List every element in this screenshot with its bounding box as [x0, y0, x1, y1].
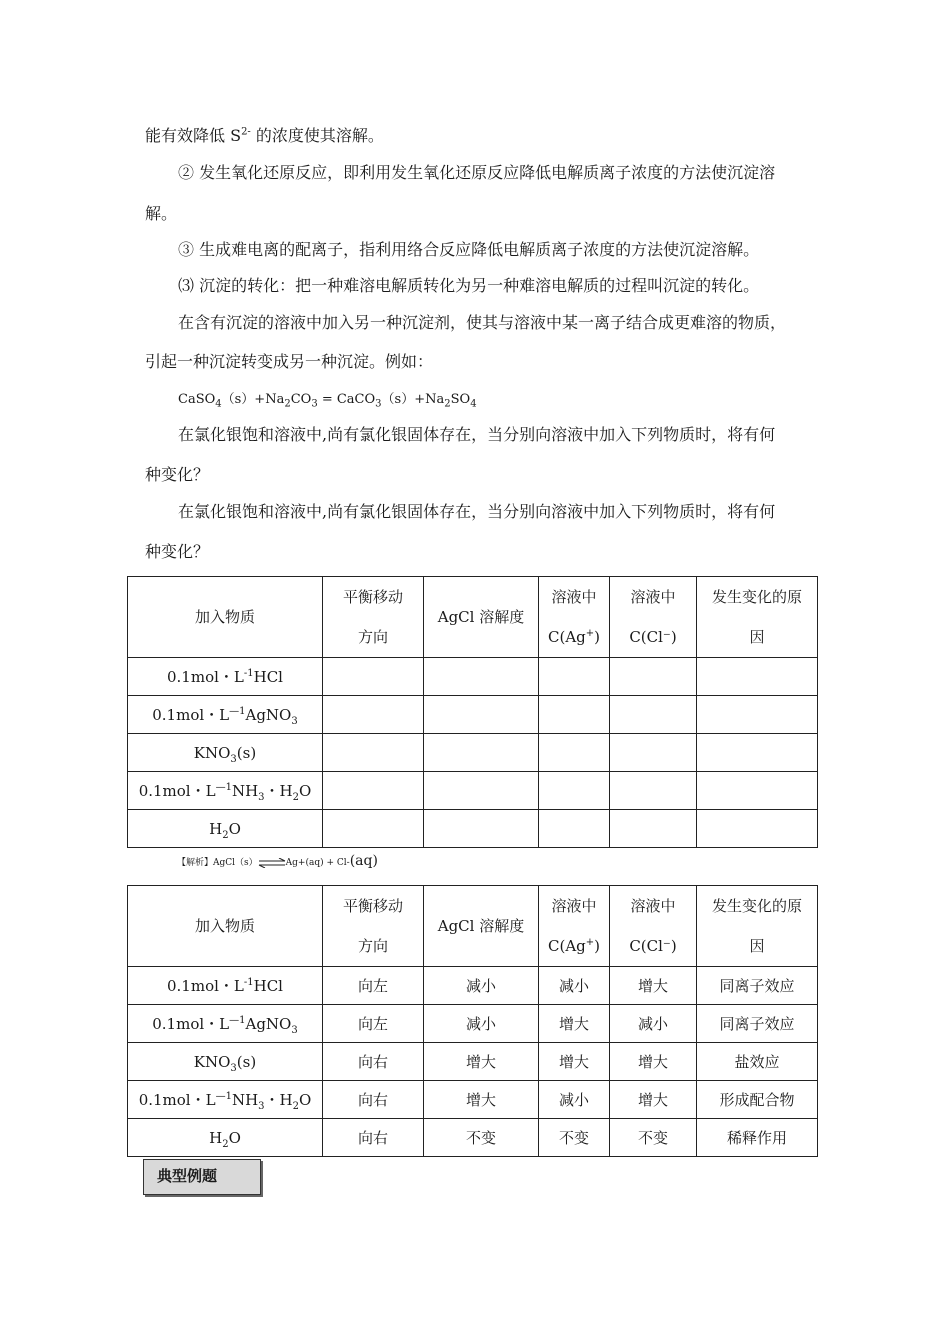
blank-question-table — [127, 576, 818, 848]
table-row — [128, 810, 818, 848]
blank-cell — [323, 734, 424, 772]
answer-cell: 向右 — [323, 1043, 424, 1081]
substance-hcl: 0.1mol・$L^{-1}HCl$ — [128, 967, 323, 1005]
table-row — [128, 1043, 818, 1081]
blank-cell — [539, 696, 610, 734]
paragraph-complex-ion: ③ 生成难电离的配离子，指利用络合反应降低电解质离子浓度的方法使沉淀溶解。 — [178, 240, 760, 259]
answer-cell: 减小 — [539, 1081, 610, 1119]
blank-cell — [539, 734, 610, 772]
blank-cell — [610, 772, 697, 810]
paragraph-s2-dissolve: 能有效降低 $S^{2-}$ 的浓度使其溶解。 — [145, 126, 384, 145]
answer-cell: 向左 — [323, 1005, 424, 1043]
table-row — [128, 1081, 818, 1119]
answer-cell: 向右 — [323, 1119, 424, 1157]
answer-cell: 同离子效应 — [697, 967, 818, 1005]
blank-cell — [610, 734, 697, 772]
substance-agno3: 0.1mol・$L^{—1}AgNO_3$ — [128, 1005, 323, 1043]
answer-cell: 增大 — [424, 1081, 539, 1119]
answer-cell: 减小 — [610, 1005, 697, 1043]
table-row — [128, 734, 818, 772]
equation-caso4-conversion: $CaSO_4(s)+Na_2CO_3$ = $CaCO_3(s)+Na_2SO_4$ — [178, 392, 477, 410]
header-substance: 加入物质 — [128, 577, 323, 658]
substance-hcl: 0.1mol・$L^{-1}HCl$ — [128, 658, 323, 696]
answer-cell: 向右 — [323, 1081, 424, 1119]
header-agcl-solubility: AgCl 溶解度 — [424, 886, 539, 967]
answer-cell: 增大 — [610, 1043, 697, 1081]
header-ag-concentration: 溶液中 C(Ag+) — [539, 886, 610, 967]
blank-cell — [424, 696, 539, 734]
header-cl-concentration: 溶液中 C(Cl⁻) — [610, 886, 697, 967]
substance-h2o: $H_2O$ — [128, 810, 323, 848]
answer-cell: 形成配合物 — [697, 1081, 818, 1119]
answer-cell: 增大 — [610, 1081, 697, 1119]
equilibrium-arrow-icon — [258, 858, 286, 868]
blank-cell — [424, 734, 539, 772]
table-row — [128, 658, 818, 696]
blank-cell — [610, 658, 697, 696]
answer-cell: 增大 — [424, 1043, 539, 1081]
paragraph-precipitate-conversion: ⑶ 沉淀的转化：把一种难溶电解质转化为另一种难溶电解质的过程叫沉淀的转化。 — [178, 276, 760, 295]
answer-cell: 不变 — [539, 1119, 610, 1157]
blank-cell — [697, 734, 818, 772]
question-1-line-b: 种变化？ — [145, 465, 210, 484]
answer-cell: 增大 — [539, 1043, 610, 1081]
answer-cell: 减小 — [424, 1005, 539, 1043]
header-equilibrium-shift: 平衡移动 方向 — [323, 886, 424, 967]
blank-cell — [323, 810, 424, 848]
paragraph-add-precipitant-b: 引起一种沉淀转变成另一种沉淀。例如： — [145, 352, 434, 371]
answer-cell: 同离子效应 — [697, 1005, 818, 1043]
table-row — [128, 1005, 818, 1043]
analysis-equilibrium-note: 【解析】AgCl（s） Ag+(aq) + Cl-(aq) — [177, 853, 378, 869]
header-reason: 发生变化的原 因 — [697, 577, 818, 658]
substance-nh3-h2o: 0.1mol・$L^{—1}NH_3$・$H_2O$ — [128, 1081, 323, 1119]
blank-cell — [323, 696, 424, 734]
blank-cell — [697, 810, 818, 848]
header-equilibrium-shift: 平衡移动 方向 — [323, 577, 424, 658]
answer-cell: 不变 — [424, 1119, 539, 1157]
answer-cell: 向左 — [323, 967, 424, 1005]
answer-cell: 减小 — [539, 967, 610, 1005]
blank-cell — [697, 696, 818, 734]
answer-table — [127, 885, 818, 1157]
blank-cell — [697, 658, 818, 696]
question-2-line-b: 种变化？ — [145, 542, 210, 561]
blank-cell — [697, 772, 818, 810]
paragraph-add-precipitant-a: 在含有沉淀的溶液中加入另一种沉淀剂，使其与溶液中某一离子结合成更难溶的物质， — [178, 313, 787, 332]
table-row — [128, 967, 818, 1005]
blank-cell — [323, 772, 424, 810]
blank-cell — [424, 810, 539, 848]
blank-cell — [610, 696, 697, 734]
header-ag-concentration: 溶液中 C(Ag+) — [539, 577, 610, 658]
question-2-line-a: 在氯化银饱和溶液中,尚有氯化银固体存在，当分别向溶液中加入下列物质时，将有何 — [178, 502, 776, 521]
table-row — [128, 696, 818, 734]
header-substance: 加入物质 — [128, 886, 323, 967]
substance-h2o: $H_2O$ — [128, 1119, 323, 1157]
blank-cell — [539, 810, 610, 848]
substance-kno3: $KNO_3(s)$ — [128, 1043, 323, 1081]
header-cl-concentration: 溶液中 C(Cl⁻) — [610, 577, 697, 658]
substance-kno3: $KNO_3(s)$ — [128, 734, 323, 772]
question-1-line-a: 在氯化银饱和溶液中,尚有氯化银固体存在，当分别向溶液中加入下列物质时，将有何 — [178, 425, 776, 444]
answer-cell: 稀释作用 — [697, 1119, 818, 1157]
answer-cell: 盐效应 — [697, 1043, 818, 1081]
substance-nh3-h2o: 0.1mol・$L^{—1}NH_3$・$H_2O$ — [128, 772, 323, 810]
substance-agno3: 0.1mol・$L^{—1}AgNO_3$ — [128, 696, 323, 734]
blank-cell — [424, 658, 539, 696]
blank-cell — [610, 810, 697, 848]
answer-cell: 减小 — [424, 967, 539, 1005]
table-row — [128, 1119, 818, 1157]
blank-cell — [539, 658, 610, 696]
table-row — [128, 772, 818, 810]
blank-cell — [539, 772, 610, 810]
answer-cell: 增大 — [610, 967, 697, 1005]
paragraph-redox-a: ② 发生氧化还原反应，即利用发生氧化还原反应降低电解质离子浓度的方法使沉淀溶 — [178, 163, 776, 182]
paragraph-redox-b: 解。 — [145, 204, 178, 223]
header-agcl-solubility: AgCl 溶解度 — [424, 577, 539, 658]
blank-cell — [424, 772, 539, 810]
header-reason: 发生变化的原 因 — [697, 886, 818, 967]
answer-cell: 不变 — [610, 1119, 697, 1157]
blank-cell — [323, 658, 424, 696]
section-heading-typical-examples: 典型例题 — [143, 1159, 261, 1195]
answer-cell: 增大 — [539, 1005, 610, 1043]
